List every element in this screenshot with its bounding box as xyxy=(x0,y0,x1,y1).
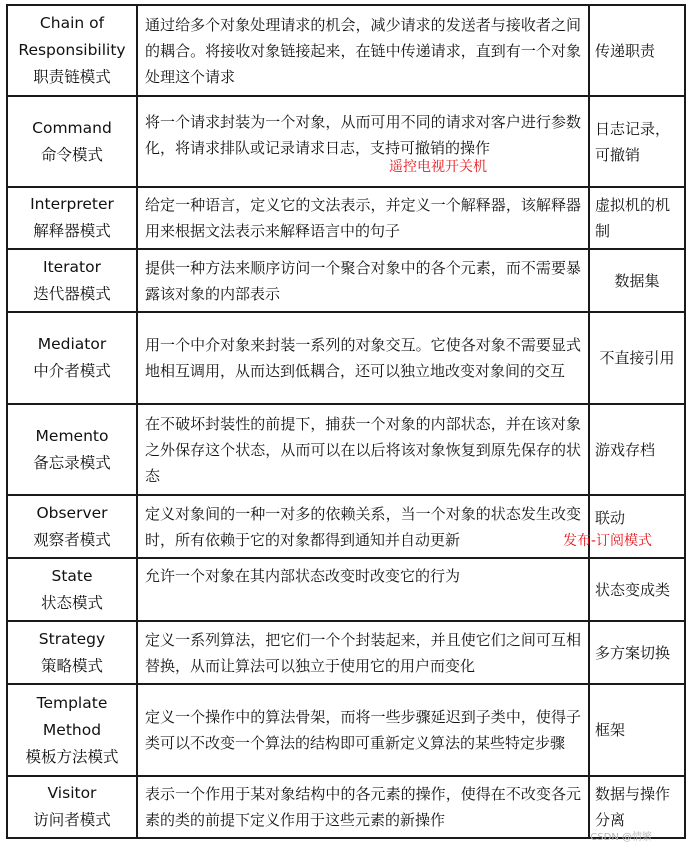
pattern-english-name: Memento xyxy=(35,426,109,445)
pattern-chinese-name: 解释器模式 xyxy=(33,222,111,240)
pattern-description: 通过给多个对象处理请求的机会，减少请求的发送者与接收者之间的耦合。将接收对象链接起来，在链中传递请求，直到有一个对象处理这个请求 xyxy=(137,5,589,96)
pattern-usage: 数据集 xyxy=(589,249,685,312)
pattern-description: 用一个中介对象来封装一系列的对象交互。它使各对象不需要显式地相互调用，从而达到低耦合，还可以独立地改变对象间的交互 xyxy=(137,312,589,404)
pattern-usage: 框架 xyxy=(589,684,685,776)
pattern-name-cell xyxy=(7,684,137,776)
pattern-description: 在不破坏封装性的前提下，捕获一个对象的内部状态，并在该对象之外保存这个状态，从而可以在以后将该对象恢复到原先保存的状态 xyxy=(137,404,589,495)
pattern-chinese-name: 模板方法模式 xyxy=(25,747,119,766)
pattern-description-cell xyxy=(137,96,589,187)
table-row xyxy=(7,684,685,776)
table-row xyxy=(7,96,685,187)
pattern-english-name: Template Method xyxy=(36,693,108,739)
pattern-chinese-name: 访问者模式 xyxy=(33,811,111,829)
pattern-usage: 传递职责 xyxy=(589,5,685,96)
pattern-name-cell xyxy=(7,621,137,684)
pattern-english-name: Interpreter xyxy=(30,195,114,213)
pattern-english-name: State xyxy=(51,566,93,585)
table-row xyxy=(7,249,685,312)
pattern-usage: 数据与操作分离 xyxy=(589,776,685,838)
pattern-name-cell xyxy=(7,776,137,838)
pattern-usage: 多方案切换 xyxy=(589,621,685,684)
table-row xyxy=(7,187,685,249)
pattern-usage-cell xyxy=(563,495,685,558)
table-row xyxy=(7,621,685,684)
pattern-description: 定义对象间的一种一对多的依赖关系，当一个对象的状态发生改变时，所有依赖于它的对象都得到通知并自动更新 xyxy=(137,495,589,558)
csdn-watermark: CSDN @情繁 xyxy=(590,832,652,843)
pattern-usage: 状态变成类 xyxy=(589,558,685,621)
table-row xyxy=(7,312,685,404)
pattern-usage: 游戏存档 xyxy=(589,404,685,495)
design-patterns-table xyxy=(6,4,686,839)
pattern-english-name: Observer xyxy=(36,503,108,522)
pattern-chinese-name: 策略模式 xyxy=(40,656,103,675)
pattern-chinese-name: 命令模式 xyxy=(40,145,103,164)
pattern-name-cell xyxy=(7,249,137,312)
pattern-english-name: Visitor xyxy=(47,784,97,802)
pattern-chinese-name: 备忘录模式 xyxy=(33,453,111,472)
pattern-chinese-name: 职责链模式 xyxy=(33,68,111,86)
pattern-english-name: Iterator xyxy=(43,257,101,276)
pattern-description: 给定一种语言，定义它的文法表示，并定义一个解释器，该解释器用来根据文法表示来解释语言中的句子 xyxy=(137,187,589,249)
pattern-description: 将一个请求封装为一个对象，从而可用不同的请求对客户进行参数化，将请求排队或记录请求日志，支持可撤销的操作 xyxy=(145,112,581,157)
table-row xyxy=(7,558,685,621)
pattern-description: 允许一个对象在其内部状态改变时改变它的行为 xyxy=(137,558,589,621)
pattern-chinese-name: 状态模式 xyxy=(40,593,103,612)
pattern-english-name: Strategy xyxy=(38,629,106,648)
pattern-chinese-name: 迭代器模式 xyxy=(33,284,111,303)
pattern-name-cell xyxy=(7,96,137,187)
pattern-usage: 不直接引用 xyxy=(589,312,685,404)
pattern-description: 提供一种方法来顺序访问一个聚合对象中的各个元素，而不需要暴露该对象的内部表示 xyxy=(137,249,589,312)
pattern-usage: 联动 xyxy=(595,508,626,527)
pattern-description: 表示一个作用于某对象结构中的各元素的操作，使得在不改变各元素的类的前提下定义作用于这些元素的新操作 xyxy=(137,776,589,838)
pattern-name-cell xyxy=(7,495,137,558)
pattern-english-name: Command xyxy=(32,118,112,137)
pattern-description: 定义一个操作中的算法骨架，而将一些步骤延迟到子类中，使得子类可以不改变一个算法的结构即可重新定义算法的某些特定步骤 xyxy=(137,684,589,776)
pattern-chinese-name: 中介者模式 xyxy=(33,362,111,380)
handwritten-note: 发布-订阅模式 xyxy=(563,532,653,549)
pattern-name-cell xyxy=(7,312,137,404)
pattern-description: 定义一系列算法，把它们一个个封装起来，并且使它们之间可互相替换，从而让算法可以独立于使用它的用户而变化 xyxy=(137,621,589,684)
pattern-name-cell xyxy=(7,558,137,621)
pattern-english-name: Mediator xyxy=(37,335,107,353)
table-row xyxy=(7,404,685,495)
pattern-usage: 日志记录，可撤销 xyxy=(589,96,685,187)
handwritten-note: 遥控电视开关机 xyxy=(389,158,487,175)
pattern-name-cell xyxy=(7,5,137,96)
pattern-name-cell xyxy=(7,404,137,495)
pattern-chinese-name: 观察者模式 xyxy=(33,530,111,549)
table-row xyxy=(7,495,685,558)
pattern-name-cell xyxy=(7,187,137,249)
table-row xyxy=(7,776,685,838)
pattern-usage: 虚拟机的机制 xyxy=(589,187,685,249)
pattern-english-name: Chain of Responsibility xyxy=(18,14,126,59)
table-row xyxy=(7,5,685,96)
